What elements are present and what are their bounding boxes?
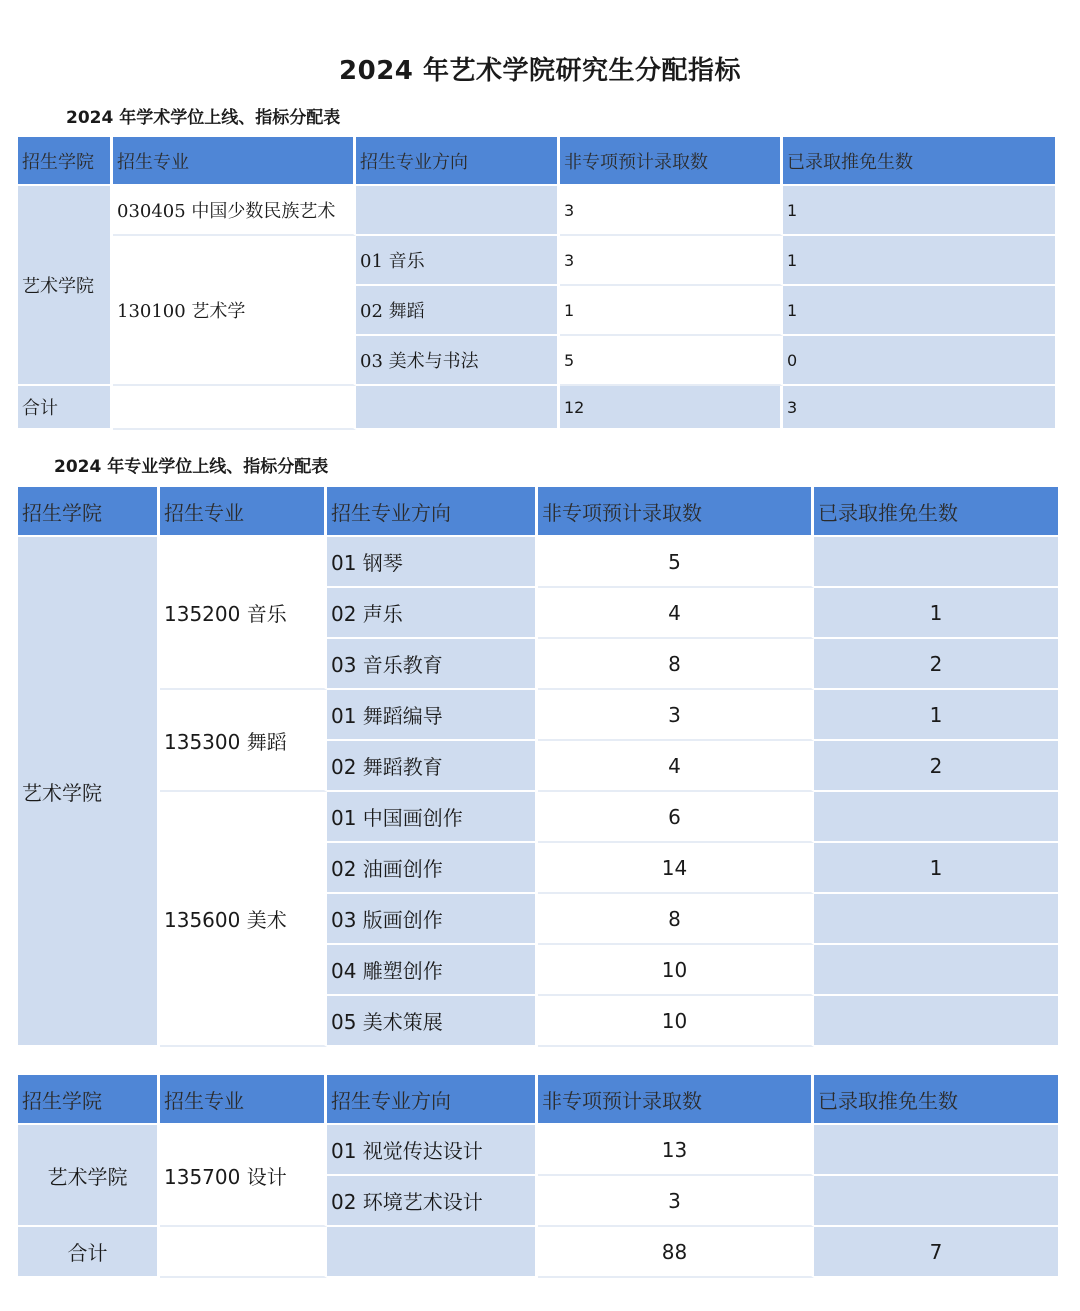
total-direction-cell bbox=[327, 1227, 538, 1278]
major-cell: 135300 舞蹈 bbox=[160, 690, 327, 792]
exempt-cell bbox=[814, 1176, 1058, 1227]
major-cell: 130100 艺术学 bbox=[113, 236, 356, 386]
planned-cell: 3 bbox=[560, 236, 783, 286]
total-exempt: 7 bbox=[814, 1227, 1058, 1278]
exempt-cell: 2 bbox=[814, 639, 1058, 690]
exempt-cell: 1 bbox=[814, 588, 1058, 639]
exempt-cell bbox=[814, 894, 1058, 945]
total-major-cell bbox=[113, 386, 356, 430]
planned-cell: 10 bbox=[538, 945, 814, 996]
total-direction-cell bbox=[356, 386, 560, 430]
planned-cell: 5 bbox=[538, 537, 814, 588]
exempt-cell: 0 bbox=[783, 336, 1055, 386]
exempt-cell: 2 bbox=[814, 741, 1058, 792]
header-planned: 非专项预计录取数 bbox=[538, 1075, 814, 1125]
exempt-cell: 1 bbox=[814, 690, 1058, 741]
exempt-cell: 1 bbox=[814, 843, 1058, 894]
total-label: 合计 bbox=[18, 1227, 160, 1278]
header-planned: 非专项预计录取数 bbox=[560, 137, 783, 186]
total-row bbox=[18, 1227, 1058, 1278]
direction-cell: 01 钢琴 bbox=[327, 537, 538, 588]
exempt-cell bbox=[814, 996, 1058, 1047]
direction-cell: 02 环境艺术设计 bbox=[327, 1176, 538, 1227]
direction-cell: 02 声乐 bbox=[327, 588, 538, 639]
direction-cell bbox=[356, 186, 560, 236]
planned-cell: 3 bbox=[538, 690, 814, 741]
header-major: 招生专业 bbox=[160, 1075, 327, 1125]
design-degree-table bbox=[18, 1075, 1058, 1278]
header-college: 招生学院 bbox=[18, 1075, 160, 1125]
table-row bbox=[18, 690, 1058, 741]
planned-cell: 14 bbox=[538, 843, 814, 894]
direction-cell: 01 中国画创作 bbox=[327, 792, 538, 843]
header-college: 招生学院 bbox=[18, 487, 160, 537]
exempt-cell bbox=[814, 1125, 1058, 1176]
major-cell: 135200 音乐 bbox=[160, 537, 327, 690]
header-major: 招生专业 bbox=[113, 137, 356, 186]
planned-cell: 5 bbox=[560, 336, 783, 386]
table-row bbox=[18, 1125, 1058, 1176]
header-direction: 招生专业方向 bbox=[327, 487, 538, 537]
planned-cell: 13 bbox=[538, 1125, 814, 1176]
exempt-cell: 1 bbox=[783, 286, 1055, 336]
table-row bbox=[18, 537, 1058, 588]
direction-cell: 01 音乐 bbox=[356, 236, 560, 286]
exempt-cell: 1 bbox=[783, 236, 1055, 286]
total-planned: 12 bbox=[560, 386, 783, 430]
table-header-row bbox=[18, 137, 1055, 186]
planned-cell: 4 bbox=[538, 741, 814, 792]
planned-cell: 10 bbox=[538, 996, 814, 1047]
direction-cell: 01 舞蹈编导 bbox=[327, 690, 538, 741]
header-direction: 招生专业方向 bbox=[356, 137, 560, 186]
table-row bbox=[18, 792, 1058, 843]
total-major-cell bbox=[160, 1227, 327, 1278]
header-college: 招生学院 bbox=[18, 137, 113, 186]
direction-cell: 03 版画创作 bbox=[327, 894, 538, 945]
planned-cell: 3 bbox=[538, 1176, 814, 1227]
table-row bbox=[18, 186, 1055, 236]
table1-caption: 2024 年学术学位上线、指标分配表 bbox=[66, 108, 341, 128]
total-row bbox=[18, 386, 1055, 430]
major-cell: 030405 中国少数民族艺术 bbox=[113, 186, 356, 236]
table-header-row bbox=[18, 1075, 1058, 1125]
exempt-cell bbox=[814, 792, 1058, 843]
direction-cell: 05 美术策展 bbox=[327, 996, 538, 1047]
college-cell: 艺术学院 bbox=[18, 1125, 160, 1227]
header-direction: 招生专业方向 bbox=[327, 1075, 538, 1125]
direction-cell: 03 美术与书法 bbox=[356, 336, 560, 386]
total-label: 合计 bbox=[18, 386, 113, 430]
direction-cell: 02 舞蹈教育 bbox=[327, 741, 538, 792]
planned-cell: 8 bbox=[538, 639, 814, 690]
total-planned: 88 bbox=[538, 1227, 814, 1278]
table-header-row bbox=[18, 487, 1058, 537]
table2-caption: 2024 年专业学位上线、指标分配表 bbox=[54, 457, 329, 477]
planned-cell: 8 bbox=[538, 894, 814, 945]
major-cell: 135700 设计 bbox=[160, 1125, 327, 1227]
professional-degree-table bbox=[18, 487, 1058, 1047]
exempt-cell: 1 bbox=[783, 186, 1055, 236]
header-exempt: 已录取推免生数 bbox=[783, 137, 1055, 186]
academic-degree-table bbox=[18, 137, 1055, 430]
planned-cell: 6 bbox=[538, 792, 814, 843]
major-cell: 135600 美术 bbox=[160, 792, 327, 1047]
exempt-cell bbox=[814, 537, 1058, 588]
direction-cell: 03 音乐教育 bbox=[327, 639, 538, 690]
header-exempt: 已录取推免生数 bbox=[814, 487, 1058, 537]
table-row bbox=[18, 236, 1055, 286]
header-exempt: 已录取推免生数 bbox=[814, 1075, 1058, 1125]
direction-cell: 02 油画创作 bbox=[327, 843, 538, 894]
direction-cell: 04 雕塑创作 bbox=[327, 945, 538, 996]
direction-cell: 01 视觉传达设计 bbox=[327, 1125, 538, 1176]
total-exempt: 3 bbox=[783, 386, 1055, 430]
planned-cell: 1 bbox=[560, 286, 783, 336]
page-title: 2024 年艺术学院研究生分配指标 bbox=[339, 56, 741, 86]
planned-cell: 3 bbox=[560, 186, 783, 236]
header-planned: 非专项预计录取数 bbox=[538, 487, 814, 537]
header-major: 招生专业 bbox=[160, 487, 327, 537]
direction-cell: 02 舞蹈 bbox=[356, 286, 560, 336]
planned-cell: 4 bbox=[538, 588, 814, 639]
college-cell: 艺术学院 bbox=[18, 186, 113, 386]
exempt-cell bbox=[814, 945, 1058, 996]
college-cell: 艺术学院 bbox=[18, 537, 160, 1047]
